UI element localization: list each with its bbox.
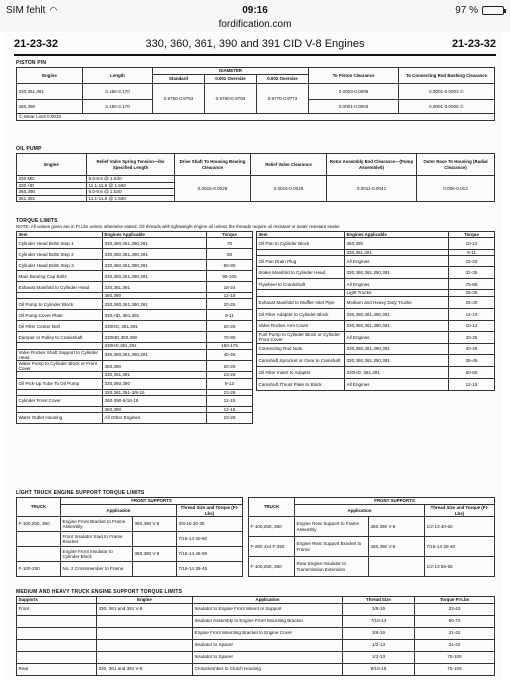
table-row bbox=[249, 557, 495, 577]
cell: 75-105 bbox=[415, 663, 495, 675]
cell: F-100,250, 350 bbox=[249, 517, 295, 537]
table-row bbox=[257, 238, 495, 250]
cell: 7/16-14 45-55 bbox=[177, 547, 243, 562]
cell: 330HD,361,391 bbox=[103, 343, 207, 349]
cell: Front Insulator Stud to Frame Bracket bbox=[61, 532, 133, 547]
table-row bbox=[257, 279, 495, 290]
cell: 360,390 V-8 bbox=[369, 537, 425, 557]
table-row bbox=[257, 308, 495, 320]
cell: Engine Front Insulator to Cylinder Block bbox=[61, 547, 133, 562]
cell: 0.0001-0.0003 ① bbox=[399, 84, 495, 100]
cell: Main Bearing Cap Bolts bbox=[17, 271, 103, 282]
cell: Flywheel to Crankshaft bbox=[257, 279, 345, 290]
cell: Water Outlet Housing bbox=[17, 413, 103, 424]
wifi-icon: ◠ bbox=[49, 4, 58, 15]
col-thread-size: Thread Size bbox=[343, 597, 415, 604]
cell: No. 2 Crossmember to Frame bbox=[61, 562, 133, 577]
col-oversize-1: 0.001 Oversize bbox=[205, 75, 257, 84]
cell: 330HD, 361,391 bbox=[103, 321, 207, 332]
cell: 0.9750-0.9753 bbox=[153, 84, 205, 114]
col-front-supports: FRONT SUPPORTS bbox=[61, 498, 243, 505]
table-row bbox=[17, 238, 253, 249]
cell: Cylinder Head Bolts Step 2 bbox=[17, 249, 103, 260]
cell: Engine Front Mounting Bracket to Engine Cover bbox=[193, 627, 343, 639]
table-row bbox=[17, 310, 253, 321]
cell: 330,360,361,390,391 bbox=[345, 320, 449, 331]
cell: All Engines bbox=[345, 378, 449, 390]
cell: Water Pump to Cylinder Block or Front Cover bbox=[17, 361, 103, 372]
table-row bbox=[17, 321, 253, 332]
cell: 25-35 bbox=[449, 290, 495, 296]
table-row bbox=[17, 615, 495, 627]
table-row bbox=[17, 260, 253, 271]
light-truck-table-left bbox=[16, 497, 243, 577]
cell: 330,361,391 bbox=[103, 372, 207, 378]
cell: Camshaft Sprocket or Gear to Camshaft bbox=[257, 354, 345, 366]
cell: 0.0015-0.0029 bbox=[175, 176, 251, 202]
cell: 20-25 bbox=[207, 321, 253, 332]
table-row bbox=[17, 651, 495, 663]
col-drive-shaft: Drive Shaft To Housing Bearing Clearance bbox=[175, 154, 251, 176]
cell: 70-90 bbox=[207, 332, 253, 343]
col-supports: Supports bbox=[17, 597, 97, 604]
col-thread-size: Thread Size and Torque (Ft-Lbs) bbox=[177, 505, 243, 517]
cell: Rear Engine Insulator to Transmission Extension bbox=[295, 557, 369, 577]
cell: Connecting Rod Nuts bbox=[257, 343, 345, 354]
table-row bbox=[17, 413, 253, 424]
cell: 0.006-0.012 bbox=[417, 176, 495, 202]
medium-heavy-truck-table bbox=[16, 596, 495, 676]
table-row bbox=[17, 271, 253, 282]
cell: 1/2-13 40-60 bbox=[425, 517, 495, 537]
status-time: 09:16 bbox=[242, 4, 268, 16]
cell: Oil Pick-Up Tube To Oil Pump bbox=[17, 378, 103, 389]
cell: 23-28 bbox=[207, 413, 253, 424]
cell: 14-19 bbox=[449, 308, 495, 320]
cell: Insulator to Spacer bbox=[193, 651, 343, 663]
cell: 360,390 bbox=[17, 100, 83, 114]
cell: Cylinder Front Cover bbox=[17, 395, 103, 406]
col-item: Item bbox=[257, 232, 345, 238]
col-relief-spring: Relief Valve Spring Tension—lbs Specified Length bbox=[87, 154, 175, 176]
cell: Oil Pan Drain Plug bbox=[257, 256, 345, 267]
cell: Rear bbox=[17, 663, 97, 675]
cell: 31-42 bbox=[415, 639, 495, 651]
cell: 360,390 bbox=[345, 238, 449, 250]
col-application: Application bbox=[193, 597, 343, 604]
table-row bbox=[257, 366, 495, 378]
status-bar bbox=[0, 0, 510, 20]
cell: Engine Rear Support Bracket to Frame bbox=[295, 537, 369, 557]
cell: Oil Pump Cover Plate bbox=[17, 310, 103, 321]
cell: F-250 4x4 F-350 bbox=[249, 537, 295, 557]
col-engine: Engine bbox=[17, 68, 83, 84]
cell: 330,361,391 bbox=[345, 250, 449, 256]
col-torque: Torque bbox=[449, 232, 495, 238]
cell: 9.0-9.6 @ 1.530 bbox=[87, 189, 175, 196]
cell: 12-18 bbox=[207, 293, 253, 299]
cell: 330,360,361,390,391 bbox=[345, 354, 449, 366]
cell: 12-15 bbox=[449, 378, 495, 390]
cell: Valve Rocker Arm Cover bbox=[257, 320, 345, 331]
cell: 330,361,391 bbox=[103, 282, 207, 293]
col-application: Application bbox=[61, 505, 177, 517]
cell: 330,360,361,390,391 bbox=[345, 267, 449, 279]
cell: 3.150-3.170 bbox=[83, 100, 153, 114]
cell bbox=[17, 615, 97, 627]
cell: 50-70 bbox=[415, 615, 495, 627]
cell: Exhaust Manifold to Cylinder Head bbox=[17, 282, 103, 293]
table-row bbox=[257, 378, 495, 390]
cell: 330,HD, 361,391 bbox=[103, 310, 207, 321]
document-page bbox=[4, 33, 502, 680]
cell: 23-28 bbox=[207, 372, 253, 378]
cell: 360-390-5/16-18 bbox=[103, 395, 207, 406]
cell: Damper or Pulley to Crankshaft bbox=[17, 332, 103, 343]
table-row bbox=[257, 331, 495, 343]
table-row bbox=[17, 547, 243, 562]
cell: 11.1-11.8 @ 1.560 bbox=[87, 182, 175, 189]
cell: 9.0-9.6 @ 1.530 bbox=[87, 176, 175, 183]
table-row bbox=[17, 532, 243, 547]
cell: 3/8-16 bbox=[343, 627, 415, 639]
cell: 330,360,361,390,391 bbox=[345, 308, 449, 320]
cell: F-100,250, 350 bbox=[17, 517, 61, 532]
cell bbox=[17, 639, 97, 651]
col-engines: Engines Applicable bbox=[345, 232, 449, 238]
table-row bbox=[17, 639, 495, 651]
cell bbox=[97, 615, 193, 627]
page-header bbox=[14, 35, 496, 53]
col-thread-size: Thread Size and Torque (Ft-Lbs) bbox=[425, 505, 495, 517]
cell: 18-24 bbox=[207, 282, 253, 293]
header-rule bbox=[14, 54, 496, 56]
cell: 50-60 bbox=[449, 366, 495, 378]
cell bbox=[17, 627, 97, 639]
section-piston-pin: PISTON PIN bbox=[16, 60, 47, 66]
table-row bbox=[257, 320, 495, 331]
table-row bbox=[249, 537, 495, 557]
col-truck: TRUCK bbox=[17, 498, 61, 517]
table-row bbox=[17, 361, 253, 372]
cell: 10-12 bbox=[449, 238, 495, 250]
cell: 330,360,361,390,391 bbox=[103, 299, 207, 310]
col-piston-clearance: To Piston Clearance bbox=[309, 68, 399, 84]
cell: 330,360,361,390,391 bbox=[345, 343, 449, 354]
table-row bbox=[257, 296, 495, 308]
cell: Exhaust Manifold to Muffler Inlet Pipe bbox=[257, 296, 345, 308]
status-right bbox=[455, 5, 504, 16]
cell: Medium and Heavy Duty Trucks bbox=[345, 296, 449, 308]
table-row bbox=[17, 249, 253, 260]
cell: 3/8-16 bbox=[343, 603, 415, 615]
table-row bbox=[257, 354, 495, 366]
col-outer-race: Outer Race To Housing (Radial Clearance) bbox=[417, 154, 495, 176]
cell: Engine Rear Support to Frame Assembly bbox=[295, 517, 369, 537]
table-row bbox=[17, 176, 495, 183]
page-number-left: 21-23-32 bbox=[14, 38, 59, 50]
cell: 150-175 bbox=[207, 343, 253, 349]
cell: 1/2-13 bbox=[343, 651, 415, 663]
table-row bbox=[257, 267, 495, 279]
cell: 330,361,391 bbox=[17, 84, 83, 100]
cell: 0.0015-0.0029 bbox=[251, 176, 327, 202]
cell: 35-45 bbox=[449, 354, 495, 366]
table-row bbox=[17, 663, 495, 675]
battery-text: 97 % bbox=[455, 4, 478, 16]
cell: 0.0001-0.0003 bbox=[309, 100, 399, 114]
section-oil-pump: OIL PUMP bbox=[16, 146, 42, 152]
col-application: Application bbox=[295, 505, 425, 517]
cell bbox=[133, 562, 177, 577]
cell: 20-25 bbox=[207, 299, 253, 310]
section-torque-limits: TORQUE LIMITS bbox=[16, 218, 58, 224]
cell: 12-15 bbox=[207, 406, 253, 412]
url-bar[interactable]: fordification.com bbox=[0, 20, 510, 32]
cell: 3.150-3.170 bbox=[83, 84, 153, 100]
cell bbox=[17, 532, 61, 547]
piston-pin-table bbox=[16, 67, 495, 121]
cell: Intake Manifold to Cylinder Head bbox=[257, 267, 345, 279]
cell bbox=[369, 557, 425, 577]
col-engine: Engine bbox=[17, 154, 87, 176]
cell: Camshaft Thrust Plate to Block bbox=[257, 378, 345, 390]
cell: Cylinder Head Bolts Step 3 bbox=[17, 260, 103, 271]
cell: 9-11 bbox=[207, 310, 253, 321]
section-medium-heavy-truck: MEDIUM AND HEAVY TRUCK ENGINE SUPPORT TORQUE LIMITS bbox=[16, 589, 183, 595]
cell: 361,391 bbox=[17, 195, 87, 202]
cell: 330,360,361,390,391 bbox=[103, 349, 207, 360]
col-engine: Engine bbox=[97, 597, 193, 604]
cell: Crossmember to Clutch Housing bbox=[193, 663, 343, 675]
cell: 20-25 bbox=[449, 331, 495, 343]
col-oversize-2: 0.002 Oversize bbox=[257, 75, 309, 84]
cell: 23-28 bbox=[207, 389, 253, 395]
battery-icon bbox=[482, 6, 504, 15]
oil-pump-table bbox=[16, 153, 495, 202]
cell: F-100,250, 350 bbox=[249, 557, 295, 577]
col-torque: Torque bbox=[207, 232, 253, 238]
cell bbox=[17, 547, 61, 562]
cell: 33-43 bbox=[415, 603, 495, 615]
cell: 330,360,361,390,391 bbox=[103, 260, 207, 271]
light-truck-table-right bbox=[248, 497, 495, 577]
page-number-right: 21-23-32 bbox=[451, 38, 496, 50]
cell: Oil Pan to Cylinder Block bbox=[257, 238, 345, 250]
torque-table-left bbox=[16, 231, 253, 424]
cell bbox=[97, 651, 193, 663]
cell: Engine Front Bracket to Frame Assembly bbox=[61, 517, 133, 532]
cell: 11.1-11.8 @ 1.560 bbox=[87, 195, 175, 202]
cell: 3/8-16 30-35 bbox=[177, 517, 243, 532]
cell: 330,360,390 bbox=[103, 378, 207, 389]
table-row bbox=[17, 517, 243, 532]
cell: 330, 361 and 391 V-8 bbox=[97, 603, 193, 615]
col-rotor-clearance: Rotor Assembly End Clearance—(Pump Assembled) bbox=[327, 154, 417, 176]
cell: 7/16-14 40-60 bbox=[177, 532, 243, 547]
table-row bbox=[17, 627, 495, 639]
section-light-truck: LIGHT TRUCK ENGINE SUPPORT TORQUE LIMITS bbox=[16, 490, 145, 496]
footnote: ① Wear Limit 0.0010 bbox=[17, 114, 495, 121]
cell: Valve Rocker Shaft Support to Cylinder Head bbox=[17, 349, 103, 360]
cell: 15-20 bbox=[449, 256, 495, 267]
cell: All Engines bbox=[345, 256, 449, 267]
cell: 330,360,361,390,391 bbox=[103, 249, 207, 260]
cell: 9/16-18 bbox=[343, 663, 415, 675]
col-engines: Engines Applicable bbox=[103, 232, 207, 238]
cell: 7/16-14 35-45 bbox=[177, 562, 243, 577]
cell: 360,390 bbox=[103, 361, 207, 372]
cell: F-100-250 bbox=[17, 562, 61, 577]
cell bbox=[17, 651, 97, 663]
carrier-text: SIM fehlt bbox=[6, 4, 46, 16]
cell: All Engines bbox=[345, 331, 449, 343]
table-row bbox=[17, 299, 253, 310]
cell: 75-105 bbox=[415, 651, 495, 663]
table-row bbox=[249, 517, 495, 537]
cell: All Other Engines bbox=[103, 413, 207, 424]
cell: 31-42 bbox=[415, 627, 495, 639]
col-rod-clearance: To Connecting Rod Bushing Clearance bbox=[399, 68, 495, 84]
cell: 330 HD bbox=[17, 182, 87, 189]
col-item: Item bbox=[17, 232, 103, 238]
cell: 70 bbox=[207, 238, 253, 249]
table-row bbox=[17, 282, 253, 293]
cell: All Engines bbox=[345, 279, 449, 290]
cell: 75-85 bbox=[449, 279, 495, 290]
cell: 360,390 V-8 bbox=[133, 547, 177, 562]
cell: 9-11 bbox=[449, 250, 495, 256]
cell: 12-15 bbox=[207, 395, 253, 406]
cell: 360,390 bbox=[17, 189, 87, 196]
table-row bbox=[17, 562, 243, 577]
cell: 360,390 V-8 bbox=[133, 517, 177, 532]
cell: 80 bbox=[207, 249, 253, 260]
cell: Oil Filter Center Bolt bbox=[17, 321, 103, 332]
cell: Front bbox=[17, 603, 97, 615]
cell: Oil Pump to Cylinder Block bbox=[17, 299, 103, 310]
cell: 7/16-14 30-40 bbox=[425, 537, 495, 557]
cell: 0.0001-0.0005 ① bbox=[399, 100, 495, 114]
cell: 360,390 V-8 bbox=[369, 517, 425, 537]
cell: 40-45 bbox=[449, 343, 495, 354]
cell: Cylinder Head Bolts Step 1 bbox=[17, 238, 103, 249]
cell: 0.9770-0.9773 bbox=[257, 84, 309, 114]
col-torque: Torque Ft-Lbs bbox=[415, 597, 495, 604]
cell: 360,390 bbox=[103, 293, 207, 299]
cell: 1/2-13 55-65 bbox=[425, 557, 495, 577]
table-row bbox=[17, 349, 253, 360]
cell: 360,390 bbox=[103, 406, 207, 412]
cell: 10-12 bbox=[449, 320, 495, 331]
table-row bbox=[17, 84, 495, 100]
cell: 330,360,361,390,391 bbox=[103, 271, 207, 282]
cell bbox=[133, 532, 177, 547]
cell: 0.0003-0.0005 bbox=[309, 84, 399, 100]
torque-table-right bbox=[256, 231, 495, 391]
cell: Fuel Pump to Cylinder Block or Cylinder Front Cover bbox=[257, 331, 345, 343]
cell: 330MD,360,390 bbox=[103, 332, 207, 343]
table-row bbox=[257, 256, 495, 267]
col-relief-clearance: Relief Valve Clearance bbox=[251, 154, 327, 176]
cell: 1/2-13 bbox=[343, 639, 415, 651]
cell: 330,360,361,390,391 bbox=[103, 238, 207, 249]
col-length: Length bbox=[83, 68, 153, 84]
cell: Oil Filter Adapter to Cylinder Block bbox=[257, 308, 345, 320]
cell: Insulator Assembly to Engine Front Mounting Bracket bbox=[193, 615, 343, 627]
cell bbox=[97, 639, 193, 651]
status-left bbox=[6, 5, 57, 16]
cell: 330HD, 361,391 bbox=[345, 366, 449, 378]
col-standard: Standard bbox=[153, 75, 205, 84]
cell: 32-35 bbox=[449, 267, 495, 279]
cell: Insulator to Spacer bbox=[193, 639, 343, 651]
col-diameter: DIAMETER bbox=[153, 68, 309, 75]
cell: Insulator to Engine Front Mount or Support bbox=[193, 603, 343, 615]
cell: 330, 361 and 391 V-8 bbox=[97, 663, 193, 675]
table-row bbox=[257, 343, 495, 354]
cell: 80-90 bbox=[207, 260, 253, 271]
table-row bbox=[17, 395, 253, 406]
col-front-supports: FRONT SUPPORTS bbox=[295, 498, 495, 505]
cell: 7/16-14 bbox=[343, 615, 415, 627]
cell: 40-45 bbox=[207, 349, 253, 360]
cell: Oil Filter Insert to Adapter bbox=[257, 366, 345, 378]
cell: 0.9760-0.9763 bbox=[205, 84, 257, 114]
cell: 9-13 bbox=[207, 378, 253, 389]
cell: Light Trucks bbox=[345, 290, 449, 296]
cell: 0.0011-0.0041 bbox=[327, 176, 417, 202]
cell: 20-25 bbox=[207, 361, 253, 372]
table-row bbox=[17, 603, 495, 615]
page-title: 330, 360, 361, 390 and 391 CID V-8 Engines bbox=[145, 38, 365, 50]
col-truck: TRUCK bbox=[249, 498, 295, 517]
table-row bbox=[17, 378, 253, 389]
cell bbox=[97, 627, 193, 639]
torque-note: NOTE: All values given are in Ft Lbs unless otherwise stated. Oil threads with lightweight engine oil unless the threads require oil resistant or water resistant sealer. bbox=[16, 224, 341, 229]
cell: 330 MD bbox=[17, 176, 87, 183]
cell: 330,361,391-3/8-16 bbox=[103, 389, 207, 395]
table-row bbox=[17, 332, 253, 343]
cell: 25-30 bbox=[449, 296, 495, 308]
cell: 95-105 bbox=[207, 271, 253, 282]
